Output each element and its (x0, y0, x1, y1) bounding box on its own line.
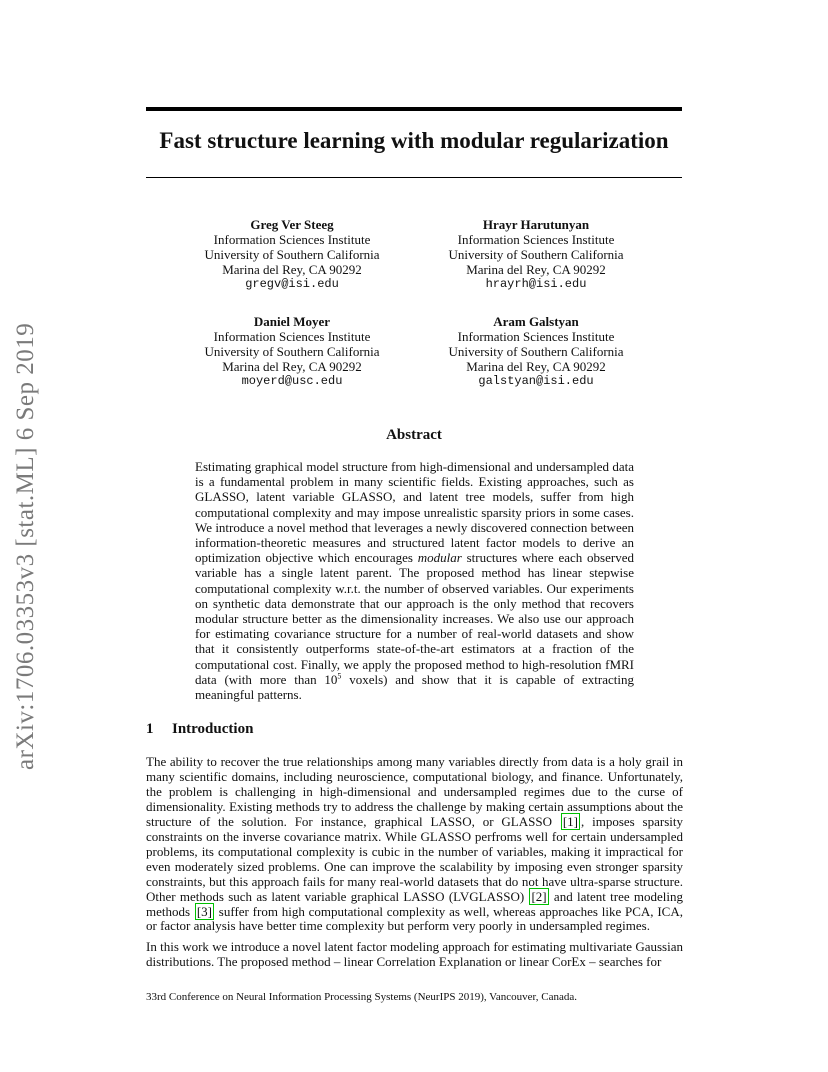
author-email: gregv@isi.edu (245, 277, 339, 291)
author-block-2 (421, 217, 651, 292)
author-address: Marina del Rey, CA 90292 (466, 359, 606, 374)
author-block-1 (177, 217, 407, 292)
author-name: Hrayr Harutunyan (482, 217, 590, 232)
author-name: Greg Ver Steeg (250, 217, 334, 232)
abstract-text-2: structures where each observed variable has a single latent parent. The proposed method has linear stepwise computational complexity w.r.t. the number of observed variables. Our experiments on synthetic data demonstrate that our approach is the only method that recovers modular structure better as the dimensionality increases. We also use our approach for estimating covariance structure for a number of real-world datasets and show that it consistently outperforms state-of-the-art estimators at a fraction of the computational cost. Finally, we apply the proposed method to high-resolution fMRI data (with more than 10 (195, 550, 634, 687)
abstract-text-3: voxels) and show that it is capable of extracting meaningful patterns. (195, 671, 635, 703)
author-university: University of Southern California (448, 344, 624, 359)
author-address: Marina del Rey, CA 90292 (222, 359, 362, 374)
arxiv-identifier: arXiv:1706.03353v3 [stat.ML] 6 Sep 2019 (12, 322, 39, 770)
abstract-heading: Abstract (386, 427, 442, 443)
section-heading-introduction (146, 721, 253, 738)
author-email: moyerd@usc.edu (241, 374, 343, 388)
title-top-rule (146, 107, 682, 111)
author-university: University of Southern California (448, 247, 624, 262)
intro-paragraph-1 (146, 755, 683, 934)
author-university: University of Southern California (204, 344, 380, 359)
intro-paragraph-2: In this work we introduce a novel latent factor modeling approach for estimating multivariate Gaussian distributions. The proposed method – linear Correlation Explanation or linear CorEx – searches for (146, 939, 683, 969)
citation-link-3[interactable]: [3] (196, 903, 213, 919)
author-name: Daniel Moyer (253, 314, 331, 329)
author-affiliation: Information Sciences Institute (213, 329, 371, 344)
intro-text-b: , imposes sparsity constraints on the inverse covariance matrix. While GLASSO perfroms well for certain undersampled problems, its computational complexity is cubic in the number of variables, making it impractical for even moderately sized problems. One can improve the scalability by imposing even stronger sparsity constraints, but this approach fails for many real-world datasets that do not have ultra-sparse structure. Other methods such as latent variable graphical LASSO (LVGLASSO) (146, 813, 683, 904)
abstract-exponent: 5 (337, 671, 342, 681)
author-affiliation: Information Sciences Institute (213, 232, 371, 247)
author-email: galstyan@isi.edu (478, 374, 594, 388)
author-affiliation: Information Sciences Institute (457, 329, 615, 344)
citation-link-1[interactable]: [1] (562, 813, 578, 829)
abstract-emphasis: modular (417, 550, 462, 566)
author-address: Marina del Rey, CA 90292 (466, 262, 606, 277)
title-bottom-rule (146, 177, 682, 178)
conference-footnote: 33rd Conference on Neural Information Processing Systems (NeurIPS 2019), Vancouver, Canada. (146, 991, 578, 1003)
intro-text-c: and latent tree modeling methods (146, 888, 683, 919)
section-number: 1 (146, 721, 154, 737)
paper-title: Fast structure learning with modular regularization (159, 128, 669, 153)
intro-text-a: The ability to recover the true relationships among many variables directly from data is a holy grail in many scientific domains, including neuroscience, computational biology, and finance. Unfortunately, the problem is challenging in high-dimensional and undersampled regimes due to the curse of dimensionality. Existing methods try to address the challenge by making certain assumptions about the structure of the solution. For instance, graphical LASSO, or GLASSO (146, 754, 683, 829)
author-name: Aram Galstyan (493, 314, 579, 329)
author-block-4 (421, 314, 651, 389)
author-address: Marina del Rey, CA 90292 (222, 262, 362, 277)
abstract-text-1: Estimating graphical model structure from high-dimensional and undersampled data is a fundamental problem in many scientific fields. Existing approaches, such as GLASSO, latent variable GLASSO, and latent tree models, suffer from high computational complexity and may impose unrealistic sparsity priors in some cases. We introduce a novel method that leverages a newly discovered connection between information-theoretic measures and structured latent factor models to derive an optimization objective which encourages (195, 459, 634, 566)
author-block-3 (177, 314, 407, 389)
author-affiliation: Information Sciences Institute (457, 232, 615, 247)
abstract-body (195, 459, 634, 702)
author-university: University of Southern California (204, 247, 380, 262)
author-email: hrayrh@isi.edu (485, 277, 587, 291)
intro-text-d: suffer from high computational complexity as well, whereas approaches like PCA, ICA, or factor analysis have better time complexity but perform very poorly in undersampled regimes. (146, 903, 683, 934)
citation-link-2[interactable]: [2] (531, 888, 547, 904)
section-title: Introduction (172, 721, 254, 737)
